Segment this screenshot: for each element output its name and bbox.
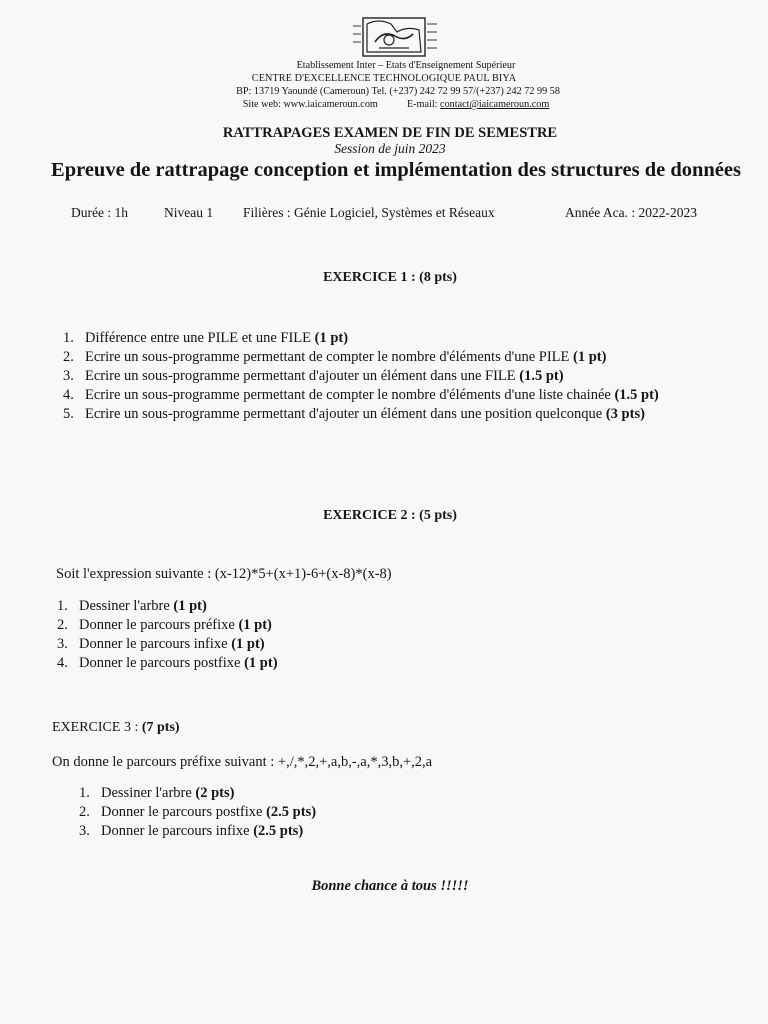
- question-text: Ecrire un sous-programme permettant d'ajouter un élément dans une position quelconque: [85, 406, 606, 422]
- closing-message: Bonne chance à tous !!!!!: [311, 878, 469, 894]
- exercise2-question: [57, 616, 579, 635]
- question-points: (2.5 pts): [253, 823, 304, 839]
- question-points: (1.5 pt): [614, 387, 659, 403]
- question-number: 5.: [63, 406, 74, 422]
- question-text: Donner le parcours infixe: [79, 636, 232, 652]
- exercise3-question-list: [79, 784, 521, 841]
- exam-programs: Filières : Génie Logiciel, Systèmes et Réseaux: [243, 205, 495, 220]
- question-text: Donner le parcours postfixe: [79, 655, 245, 671]
- exercise1-question: [63, 405, 715, 424]
- question-text: Donner le parcours postfixe: [101, 804, 267, 820]
- exercise3-title: [52, 720, 180, 736]
- question-text: Différence entre une PILE et une FILE: [85, 330, 315, 346]
- question-number: 2.: [63, 349, 74, 365]
- question-number: 1.: [57, 598, 68, 614]
- question-points: (1 pt): [238, 617, 272, 633]
- exercise1-question: [63, 386, 715, 405]
- exercise3-question: [79, 822, 521, 841]
- question-points: (1 pt): [244, 655, 278, 671]
- exercise2-question: [57, 635, 579, 654]
- exercise3-statement: On donne le parcours préfixe suivant : +,/,*,2,+,a,b,-,a,*,3,b,+,2,a: [52, 754, 433, 770]
- question-text: Ecrire un sous-programme permettant d'ajouter un élément dans une FILE: [85, 368, 520, 384]
- question-points: (1 pt): [573, 349, 607, 365]
- question-points: (1 pt): [231, 636, 265, 652]
- question-number: 2.: [79, 804, 90, 820]
- question-points: (2 pts): [195, 785, 235, 801]
- question-number: 4.: [63, 387, 74, 403]
- institution-logo-icon: [349, 12, 441, 60]
- exercise2-statement: Soit l'expression suivante : (x-12)*5+(x+1)-6+(x-8)*(x-8): [56, 566, 392, 582]
- question-points: (1 pt): [173, 598, 207, 614]
- exercise1-question: [63, 329, 715, 348]
- question-points: (1.5 pt): [519, 368, 564, 384]
- question-points: (1 pt): [314, 330, 349, 346]
- question-text: Ecrire un sous-programme permettant de compter le nombre d'éléments d'une PILE: [85, 349, 573, 365]
- question-number: 3.: [79, 823, 90, 839]
- header-institution-type: Etablissement Inter – Etats d'Enseignement Supérieur: [296, 60, 516, 71]
- exam-level: Niveau 1: [164, 205, 214, 220]
- exercise1-title: EXERCICE 1 : (8 pts): [323, 270, 457, 285]
- header-web-contacts: [0, 99, 768, 111]
- exercise3-question: [79, 784, 521, 803]
- exam-duration: Durée : 1h: [71, 205, 128, 220]
- exercise1-question: [63, 348, 715, 367]
- exercise1-question: [63, 367, 715, 386]
- exercise3-title-points: (7 pts): [141, 720, 180, 735]
- question-number: 3.: [57, 636, 68, 652]
- exam-main-title: Epreuve de rattrapage conception et implémentation des structures de données: [51, 159, 741, 181]
- question-number: 4.: [57, 655, 68, 671]
- exercise2-question: [57, 597, 579, 616]
- question-number: 1.: [79, 785, 90, 801]
- header-website: Site web: www.iaicameroun.com: [242, 99, 378, 110]
- exam-session: Session de juin 2023: [334, 141, 446, 156]
- header-contact-address: BP: 13719 Yaoundé (Cameroun) Tel. (+237) 242 72 99 57/(+237) 242 72 99 58: [236, 86, 560, 97]
- question-number: 1.: [63, 330, 74, 346]
- question-text: Ecrire un sous-programme permettant de compter le nombre d'éléments d'une liste chainée: [85, 387, 615, 403]
- question-number: 3.: [63, 368, 74, 384]
- exam-title: RATTRAPAGES EXAMEN DE FIN DE SEMESTRE: [222, 125, 558, 141]
- question-points: (2.5 pts): [266, 804, 317, 820]
- question-text: Dessiner l'arbre: [101, 785, 196, 801]
- exercise3-title-label: EXERCICE 3 :: [52, 720, 142, 735]
- exam-academic-year: Année Aca. : 2022-2023: [565, 205, 697, 220]
- header-institution-name: CENTRE D'EXCELLENCE TECHNOLOGIQUE PAUL BIYA: [251, 73, 517, 84]
- exercise3-question: [79, 803, 521, 822]
- question-text: Donner le parcours infixe: [101, 823, 254, 839]
- question-text: Donner le parcours préfixe: [79, 617, 239, 633]
- exercise2-title: EXERCICE 2 : (5 pts): [323, 508, 457, 523]
- header-email-link[interactable]: contact@iaicameroun.com: [440, 99, 550, 110]
- question-number: 2.: [57, 617, 68, 633]
- header-email-label: E-mail:: [406, 99, 441, 110]
- exercise2-question-list: [57, 597, 579, 673]
- question-text: Dessiner l'arbre: [79, 598, 174, 614]
- exercise2-question: [57, 654, 579, 673]
- question-points: (3 pts): [605, 406, 645, 422]
- exercise1-question-list: [63, 329, 715, 424]
- exam-meta-row: [0, 205, 768, 223]
